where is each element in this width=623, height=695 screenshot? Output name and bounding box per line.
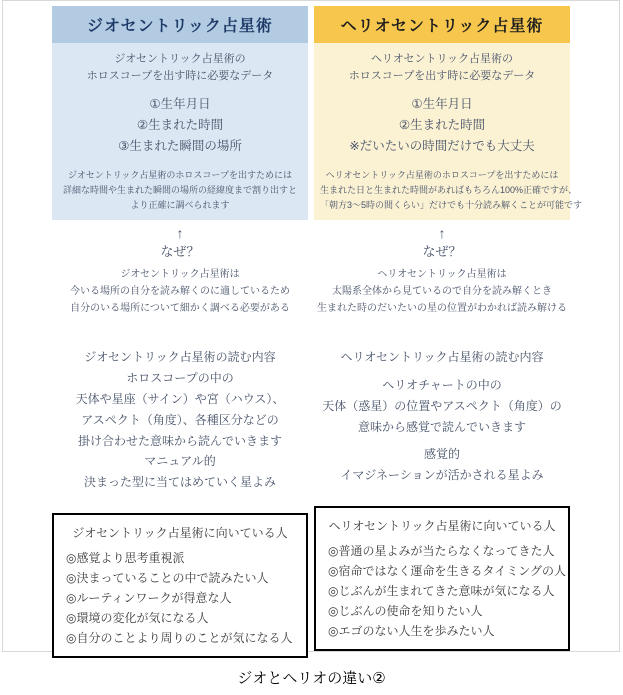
column-colored-panel [314, 6, 583, 220]
text-line: ホロスコープを出す時に必要なデータ [348, 70, 536, 82]
text-line: 天体（惑星）の位置やアスペクト（角度）の [322, 399, 562, 413]
text-line: ③生まれた瞬間の場所 [118, 139, 242, 153]
accuracy-note [58, 168, 302, 213]
text-line: ◎感覚より思考重視派 [66, 551, 185, 565]
text-line: 「朝方3～5時の間くらい」だけでも十分読み解くことが可能です [320, 200, 583, 210]
reading-content-title: ヘリオセントリック占星術の読む内容 [340, 350, 544, 364]
column-data-panel [52, 43, 308, 221]
text-line: ヘリオチャートの中の [382, 378, 502, 392]
text-line: ◎ルーティンワークが得意な人 [66, 591, 232, 605]
text-line: ホロスコープの中の [126, 371, 234, 385]
why-explanation [52, 266, 308, 317]
astrology-column-heliocentric [314, 6, 583, 651]
required-data-heading [320, 51, 564, 85]
text-line: ◎じぶんの使命を知りたい人 [328, 604, 483, 618]
reading-style [314, 444, 570, 486]
suited-people-title: ジオセントリック占星術に向いている人 [72, 526, 288, 540]
text-line: 天体や星座（サイン）や宮（ハウス）、 [75, 392, 285, 406]
text-line: ◎じぶんが生まれてきた意味が気になる人 [328, 584, 555, 598]
column-title: ジオセントリック占星術 [52, 6, 308, 43]
text-line: 感覚的 [423, 447, 460, 461]
text-line: 生まれた時のだいたいの星の位置がわかれば読み解ける [317, 303, 567, 314]
column-data-panel [314, 43, 583, 221]
reading-content-body [52, 369, 308, 451]
text-line: 今いる場所の自分を読み解くのに適しているため [70, 286, 290, 297]
astrology-column-geocentric [52, 6, 308, 651]
text-line: 決まった型に当てはめていく星よみ [83, 475, 276, 489]
text-line: より正確に調べられます [130, 200, 230, 210]
reading-style [52, 451, 308, 493]
suited-people-list [322, 541, 566, 641]
suited-people-title: ヘリオセントリック占星術に向いている人 [328, 519, 556, 533]
column-title: ヘリオセントリック占星術 [314, 6, 570, 43]
why-label: なぜ？ [160, 244, 200, 259]
text-line: マニュアル的 [144, 454, 216, 468]
text-line: ジオセントリック占星術のホロスコープを出すためには [68, 170, 292, 180]
text-line: ヘリオセントリック占星術のホロスコープを出すためには [325, 170, 559, 180]
text-line: ヘリオセントリック占星術は [377, 269, 507, 280]
comparison-chart [2, 0, 620, 652]
text-line: ◎エゴのない人生を歩みたい人 [328, 624, 495, 638]
text-line: ①生年月日 [411, 97, 473, 111]
why-explanation [314, 266, 570, 317]
text-line: ②生まれた時間 [136, 118, 224, 132]
text-line: 掛け合わせた意味から読んでいきます [77, 434, 282, 448]
up-arrow-icon: ↑ [438, 225, 446, 241]
text-line: アスペクト（角度）、各種区分などの [81, 413, 279, 427]
text-line: 意味から感覚で読んでいきます [357, 420, 526, 434]
text-line: ①生年月日 [149, 97, 211, 111]
text-line: 生まれた日と生まれた時間があればもちろん100%正確ですが、 [320, 185, 578, 195]
text-line: 自分のいる場所について細かく調べる必要がある [70, 303, 290, 314]
figure-caption: ジオとヘリオの違い② [237, 670, 386, 687]
suited-people-box [52, 513, 308, 658]
text-line: ヘリオセントリック占星術の [370, 53, 514, 65]
text-line: ②生まれた時間 [398, 118, 486, 132]
required-data-list [58, 94, 302, 157]
text-line: ジオセントリック占星術の [114, 53, 246, 65]
text-line: ◎環境の変化が気になる人 [66, 611, 209, 625]
text-line: イマジネーションが活かされる星よみ [340, 468, 544, 482]
why-label: なぜ？ [422, 244, 462, 259]
suited-people-list [60, 548, 300, 648]
accuracy-note [320, 168, 583, 213]
text-line: ◎決まっていることの中で読みたい人 [66, 571, 269, 585]
text-line: 詳細な時間や生まれた瞬間の場所の経緯度まで割り出すと [62, 185, 297, 195]
text-line: ◎普通の星よみが当たらなくなってきた人 [328, 544, 555, 558]
suited-people-box [314, 506, 570, 651]
required-data-heading [58, 51, 302, 85]
reading-content-title: ジオセントリック占星術の読む内容 [84, 350, 276, 364]
text-line: ホロスコープを出す時に必要なデータ [86, 70, 274, 82]
text-line: 太陽系全体から見ているので自分を読み解くとき [332, 286, 552, 297]
column-colored-panel [52, 6, 308, 220]
text-line: ◎宿命ではなく運命を生きるタイミングの人 [328, 564, 566, 578]
text-line: ジオセントリック占星術は [120, 269, 240, 280]
text-line: ◎自分のことより周りのことが気になる人 [66, 631, 293, 645]
up-arrow-icon: ↑ [176, 225, 184, 241]
text-line: ※だいたいの時間だけでも大丈夫 [349, 139, 535, 153]
required-data-list [320, 94, 564, 157]
reading-content-body [314, 369, 570, 444]
